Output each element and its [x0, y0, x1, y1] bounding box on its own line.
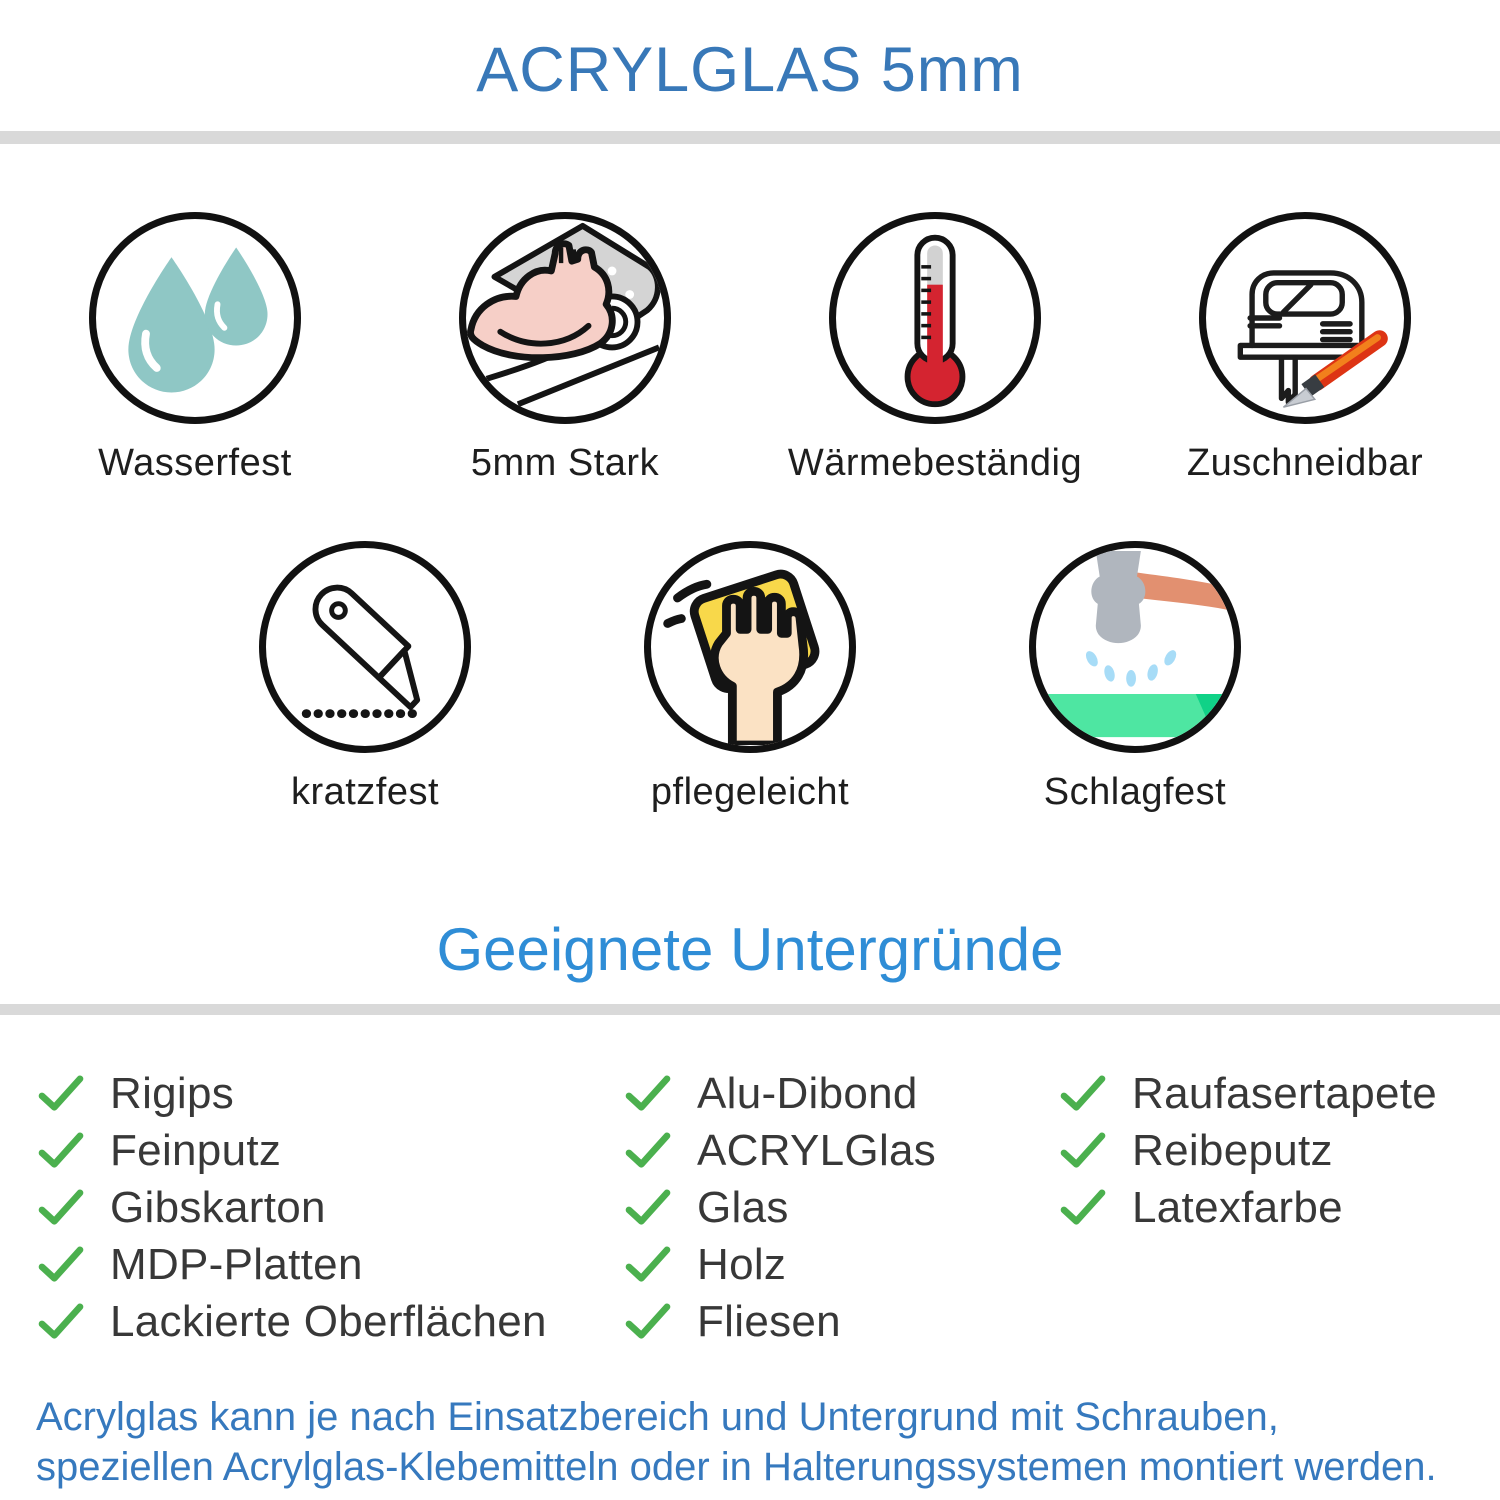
substrate-item — [1060, 1179, 1500, 1236]
checkmark-icon — [625, 1132, 671, 1170]
feature-pflegeleicht — [558, 541, 943, 814]
substrate-label: Latexfarbe — [1132, 1182, 1343, 1232]
checkmark-icon — [38, 1189, 84, 1227]
substrate-label: Fliesen — [697, 1296, 841, 1346]
substrate-item — [625, 1293, 1060, 1350]
jigsaw-icon — [1199, 212, 1411, 424]
substrate-item — [38, 1236, 625, 1293]
thermometer-icon — [829, 212, 1041, 424]
feature-5mm-stark — [380, 212, 750, 485]
mounting-note-line1: Acrylglas kann je nach Einsatzbereich und Untergrund mit Schrauben, — [36, 1395, 1279, 1440]
substrate-label: MDP-Platten — [110, 1239, 363, 1289]
substrates-column-3 — [1060, 1065, 1500, 1350]
checkmark-icon — [38, 1246, 84, 1284]
substrate-label: Rigips — [110, 1068, 235, 1118]
checkmark-icon — [38, 1132, 84, 1170]
feature-zuschneidbar — [1120, 212, 1490, 485]
substrates-column-2 — [625, 1065, 1060, 1350]
checkmark-icon — [1060, 1189, 1106, 1227]
substrate-item — [625, 1065, 1060, 1122]
substrate-item — [625, 1236, 1060, 1293]
checkmark-icon — [1060, 1075, 1106, 1113]
divider-bar-top — [0, 131, 1500, 144]
checkmark-icon — [625, 1303, 671, 1341]
section-title: Geeignete Untergründe — [436, 916, 1064, 984]
substrate-item — [1060, 1122, 1500, 1179]
substrate-item — [38, 1293, 625, 1350]
feature-label: Wärmebeständig — [787, 442, 1083, 485]
substrate-item — [38, 1122, 625, 1179]
muscle-arm-icon — [459, 212, 671, 424]
features-row-2 — [0, 541, 1500, 814]
feature-schlagfest — [943, 541, 1328, 814]
checkmark-icon — [38, 1075, 84, 1113]
checkmark-icon — [625, 1075, 671, 1113]
feature-label: kratzfest — [290, 771, 440, 814]
feature-label: 5mm Stark — [470, 442, 660, 485]
substrate-label: Feinputz — [110, 1125, 282, 1175]
feature-kratzfest — [173, 541, 558, 814]
page-title: ACRYLGLAS 5mm — [476, 35, 1024, 105]
substrate-item — [625, 1122, 1060, 1179]
feature-waermebestaendig — [750, 212, 1120, 485]
feature-label: Schlagfest — [1043, 771, 1227, 814]
mounting-note — [0, 1392, 1500, 1492]
checkmark-icon — [38, 1303, 84, 1341]
utility-knife-icon — [259, 541, 471, 753]
substrate-item — [38, 1179, 625, 1236]
substrate-label: Reibeputz — [1132, 1125, 1333, 1175]
water-drops-icon — [89, 212, 301, 424]
features-row-1 — [0, 212, 1500, 485]
substrate-label: ACRYLGlas — [697, 1125, 937, 1175]
divider-bar-middle — [0, 1004, 1500, 1015]
substrate-item — [1060, 1065, 1500, 1122]
substrate-item — [38, 1065, 625, 1122]
substrate-label: Alu-Dibond — [697, 1068, 918, 1118]
checkmark-icon — [1060, 1132, 1106, 1170]
substrate-label: Lackierte Oberflächen — [110, 1296, 547, 1346]
substrate-label: Holz — [697, 1239, 787, 1289]
feature-label: pflegeleicht — [650, 771, 850, 814]
substrates-list — [0, 1065, 1500, 1350]
checkmark-icon — [625, 1246, 671, 1284]
substrate-label: Glas — [697, 1182, 789, 1232]
feature-label: Zuschneidbar — [1186, 442, 1424, 485]
substrate-item — [625, 1179, 1060, 1236]
substrates-column-1 — [38, 1065, 625, 1350]
substrate-label: Raufasertapete — [1132, 1068, 1438, 1118]
hammer-icon — [1029, 541, 1241, 753]
mounting-note-line2: speziellen Acrylglas-Klebemitteln oder in Halterungssystemen montiert werden. — [36, 1445, 1437, 1490]
checkmark-icon — [625, 1189, 671, 1227]
feature-wasserfest — [10, 212, 380, 485]
feature-label: Wasserfest — [98, 442, 292, 485]
substrate-label: Gibskarton — [110, 1182, 326, 1232]
cleaning-hand-icon — [644, 541, 856, 753]
